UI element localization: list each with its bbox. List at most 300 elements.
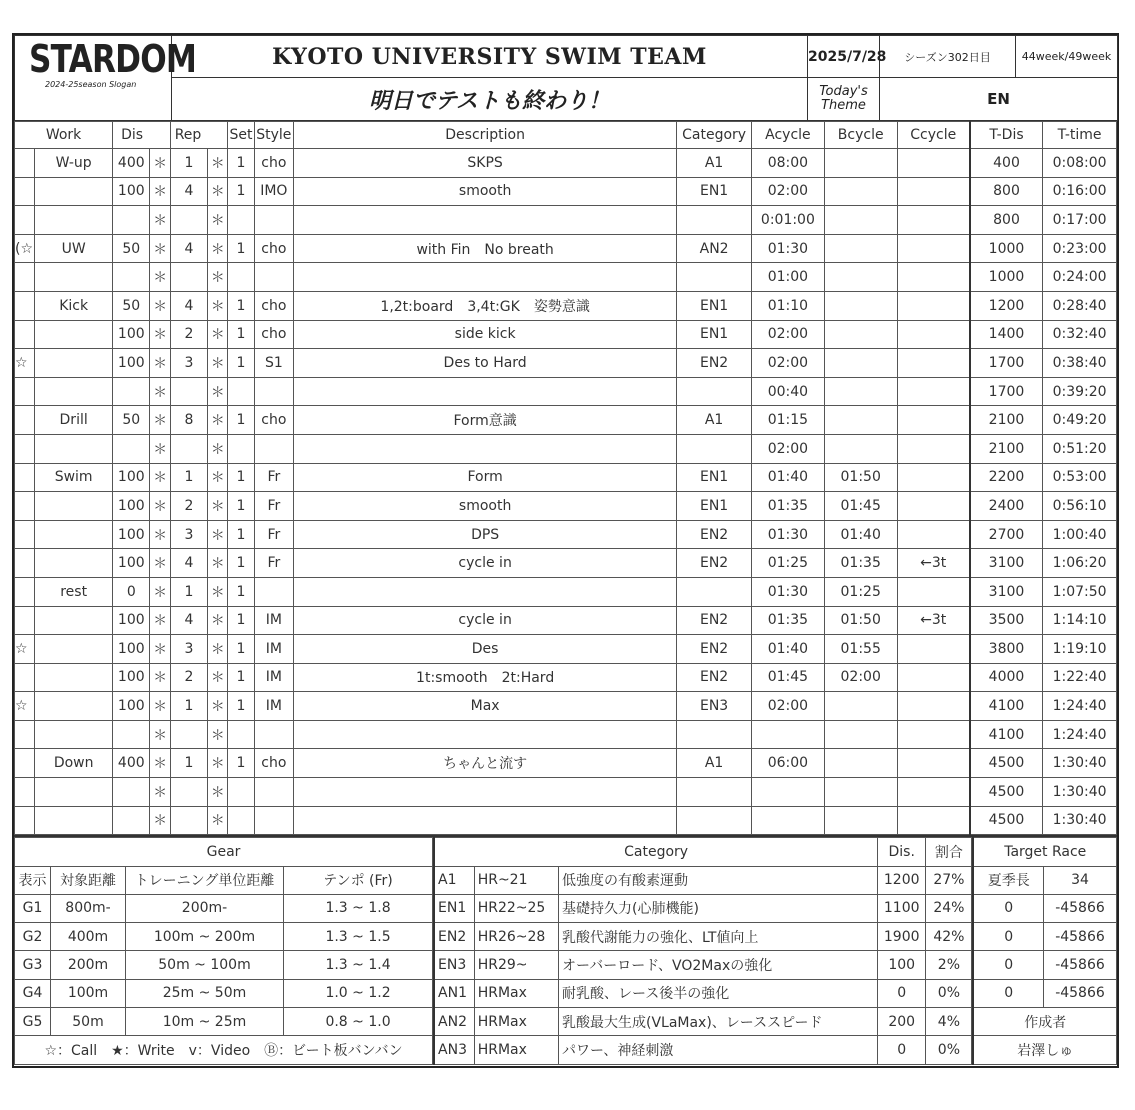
gear-cell: 1.3 ~ 1.8 — [284, 894, 433, 922]
mark-cell — [15, 177, 35, 206]
mark-cell — [15, 663, 35, 692]
bcycle-cell — [824, 177, 897, 206]
acycle-cell: 08:00 — [752, 149, 825, 178]
tdis-cell: 2200 — [970, 463, 1043, 492]
acycle-cell: 01:15 — [752, 406, 825, 435]
ccycle-cell: ←3t — [897, 549, 970, 578]
description-cell: Form意識 — [294, 406, 677, 435]
mark-cell — [15, 778, 35, 807]
col-set: Set — [228, 122, 254, 149]
set-cell: 1 — [228, 349, 254, 378]
multiply-cell: ＊ — [208, 692, 228, 721]
tdis-cell: 1700 — [970, 377, 1043, 406]
acycle-cell: 02:00 — [752, 692, 825, 721]
category-cell: 1100 — [878, 894, 926, 922]
week-counter: 44week/49week — [1016, 36, 1118, 78]
dis-cell: 0 — [113, 577, 150, 606]
work-cell: W-up — [35, 149, 113, 178]
work-cell — [35, 263, 113, 292]
ccycle-cell — [897, 492, 970, 521]
set-cell — [228, 720, 254, 749]
work-cell — [35, 492, 113, 521]
ccycle-cell — [897, 206, 970, 235]
multiply-cell: ＊ — [150, 349, 170, 378]
category-cell: HR22~25 — [474, 894, 558, 922]
category-cell: EN2 — [677, 549, 752, 578]
ttime-cell: 1:07:50 — [1043, 577, 1117, 606]
description-cell: DPS — [294, 520, 677, 549]
target-row — [973, 923, 1116, 951]
rep-cell: 4 — [170, 234, 207, 263]
menu-column-headers — [15, 122, 1117, 149]
style-cell: Fr — [254, 463, 293, 492]
set-cell: 1 — [228, 406, 254, 435]
category-cell: EN1 — [677, 492, 752, 521]
category-cell: HR~21 — [474, 866, 558, 894]
set-cell: 1 — [228, 463, 254, 492]
multiply-cell: ＊ — [208, 320, 228, 349]
description-cell — [294, 206, 677, 235]
gear-cell: 50m ~ 100m — [126, 951, 284, 979]
multiply-cell: ＊ — [208, 149, 228, 178]
multiply-cell: ＊ — [208, 263, 228, 292]
category-cell: 0 — [878, 1036, 926, 1064]
bcycle-cell — [824, 692, 897, 721]
dis-cell: 100 — [113, 463, 150, 492]
multiply-cell: ＊ — [208, 492, 228, 521]
menu-row — [15, 291, 1117, 320]
category-cell: EN2 — [434, 923, 474, 951]
mark-cell — [15, 606, 35, 635]
description-cell — [294, 377, 677, 406]
set-cell: 1 — [228, 520, 254, 549]
menu-row — [15, 320, 1117, 349]
set-cell — [228, 806, 254, 835]
menu-row — [15, 377, 1117, 406]
style-cell: IMO — [254, 177, 293, 206]
ccycle-cell — [897, 463, 970, 492]
work-cell: Kick — [35, 291, 113, 320]
category-cell: 42% — [926, 923, 972, 951]
style-cell: cho — [254, 149, 293, 178]
ccycle-cell — [897, 806, 970, 835]
description-cell: SKPS — [294, 149, 677, 178]
gear-header-unit: トレーニング単位距離 — [126, 866, 284, 894]
col-ccycle: Ccycle — [897, 122, 970, 149]
style-cell — [254, 577, 293, 606]
menu-row — [15, 434, 1117, 463]
category-cell: 200 — [878, 1008, 926, 1036]
menu-row — [15, 692, 1117, 721]
set-cell: 1 — [228, 234, 254, 263]
category-ratio-header: 割合 — [926, 838, 972, 866]
acycle-cell: 02:00 — [752, 177, 825, 206]
style-cell: cho — [254, 234, 293, 263]
col-dis: Dis — [113, 122, 171, 149]
team-name: KYOTO UNIVERSITY SWIM TEAM — [172, 36, 808, 78]
tdis-cell: 1000 — [970, 234, 1043, 263]
dis-cell: 100 — [113, 635, 150, 664]
multiply-cell: ＊ — [150, 749, 170, 778]
multiply-cell: ＊ — [208, 606, 228, 635]
work-cell — [35, 692, 113, 721]
multiply-cell: ＊ — [208, 577, 228, 606]
mark-cell — [15, 463, 35, 492]
category-table — [433, 837, 972, 1064]
multiply-cell: ＊ — [208, 549, 228, 578]
menu-row — [15, 177, 1117, 206]
style-cell: S1 — [254, 349, 293, 378]
ttime-cell: 1:22:40 — [1043, 663, 1117, 692]
style-cell: cho — [254, 320, 293, 349]
work-cell: Swim — [35, 463, 113, 492]
gear-cell: 1.3 ~ 1.5 — [284, 923, 433, 951]
target-cell: 34 — [1043, 866, 1116, 894]
rep-cell — [170, 778, 207, 807]
col-bcycle: Bcycle — [824, 122, 897, 149]
target-cell: -45866 — [1043, 894, 1116, 922]
tdis-cell: 2700 — [970, 520, 1043, 549]
target-row — [973, 894, 1116, 922]
category-cell: EN1 — [677, 177, 752, 206]
mark-cell — [15, 263, 35, 292]
category-cell: 100 — [878, 951, 926, 979]
mark-cell — [15, 320, 35, 349]
menu-row — [15, 263, 1117, 292]
multiply-cell: ＊ — [150, 206, 170, 235]
multiply-cell: ＊ — [150, 291, 170, 320]
multiply-cell: ＊ — [150, 663, 170, 692]
tdis-cell: 4100 — [970, 720, 1043, 749]
tdis-cell: 2100 — [970, 434, 1043, 463]
target-race-table — [972, 837, 1117, 1064]
ccycle-cell — [897, 149, 970, 178]
dis-cell: 100 — [113, 606, 150, 635]
style-cell: Fr — [254, 549, 293, 578]
rep-cell — [170, 377, 207, 406]
work-cell — [35, 206, 113, 235]
description-cell: Form — [294, 463, 677, 492]
ttime-cell: 1:06:20 — [1043, 549, 1117, 578]
work-cell — [35, 606, 113, 635]
set-cell: 1 — [228, 663, 254, 692]
multiply-cell: ＊ — [150, 778, 170, 807]
rep-cell — [170, 720, 207, 749]
author-label: 作成者 — [973, 1008, 1116, 1036]
ccycle-cell — [897, 434, 970, 463]
category-cell: EN2 — [677, 663, 752, 692]
style-cell — [254, 720, 293, 749]
gear-cell: 25m ~ 50m — [126, 979, 284, 1007]
category-cell — [677, 577, 752, 606]
style-cell: cho — [254, 406, 293, 435]
gear-table — [14, 837, 433, 1064]
work-cell: UW — [35, 234, 113, 263]
tdis-cell: 3800 — [970, 635, 1043, 664]
tdis-cell: 4500 — [970, 749, 1043, 778]
multiply-cell: ＊ — [150, 492, 170, 521]
ttime-cell: 1:24:40 — [1043, 720, 1117, 749]
tdis-cell: 1400 — [970, 320, 1043, 349]
description-cell: ちゃんと流す — [294, 749, 677, 778]
author-name: 岩澤しゅ — [973, 1036, 1116, 1064]
bcycle-cell — [824, 778, 897, 807]
acycle-cell: 06:00 — [752, 749, 825, 778]
gear-header-tempo: テンポ (Fr) — [284, 866, 433, 894]
bcycle-cell: 01:50 — [824, 463, 897, 492]
category-cell — [677, 778, 752, 807]
tdis-cell: 2100 — [970, 406, 1043, 435]
rep-cell: 1 — [170, 149, 207, 178]
target-cell: 0 — [973, 951, 1043, 979]
set-cell: 1 — [228, 635, 254, 664]
rep-cell: 8 — [170, 406, 207, 435]
target-cell: -45866 — [1043, 979, 1116, 1007]
gear-row — [15, 894, 433, 922]
bcycle-cell — [824, 234, 897, 263]
multiply-cell: ＊ — [150, 577, 170, 606]
menu-row — [15, 806, 1117, 835]
acycle-cell: 02:00 — [752, 349, 825, 378]
bcycle-cell — [824, 434, 897, 463]
category-cell: HR29~ — [474, 951, 558, 979]
logo-block — [15, 36, 197, 121]
category-cell: EN1 — [677, 291, 752, 320]
ttime-cell: 0:49:20 — [1043, 406, 1117, 435]
slogan-text: 明日でテストも終わり！ — [172, 78, 808, 121]
dis-cell: 400 — [113, 149, 150, 178]
theme-label: Today's Theme — [808, 78, 880, 121]
gear-row — [15, 979, 433, 1007]
col-tdis: T-Dis — [970, 122, 1043, 149]
menu-row — [15, 406, 1117, 435]
target-cell: 夏季長 — [973, 866, 1043, 894]
multiply-cell: ＊ — [150, 520, 170, 549]
category-row — [434, 951, 972, 979]
category-cell: EN2 — [677, 349, 752, 378]
description-cell: side kick — [294, 320, 677, 349]
acycle-cell: 01:45 — [752, 663, 825, 692]
multiply-cell: ＊ — [150, 606, 170, 635]
multiply-cell: ＊ — [150, 149, 170, 178]
category-cell: AN2 — [434, 1008, 474, 1036]
gear-header-distance: 対象距離 — [51, 866, 126, 894]
category-cell: 0% — [926, 979, 972, 1007]
ttime-cell: 1:24:40 — [1043, 692, 1117, 721]
gear-cell: 200m — [51, 951, 126, 979]
work-cell — [35, 778, 113, 807]
bcycle-cell — [824, 291, 897, 320]
multiply-cell: ＊ — [150, 720, 170, 749]
multiply-cell: ＊ — [150, 806, 170, 835]
mark-cell: ☆ — [15, 349, 35, 378]
bcycle-cell: 01:25 — [824, 577, 897, 606]
bcycle-cell — [824, 349, 897, 378]
work-cell — [35, 349, 113, 378]
ttime-cell: 0:53:00 — [1043, 463, 1117, 492]
ttime-cell: 0:38:40 — [1043, 349, 1117, 378]
category-cell: EN2 — [677, 635, 752, 664]
multiply-cell: ＊ — [150, 635, 170, 664]
category-cell: HR26~28 — [474, 923, 558, 951]
col-ttime: T-time — [1043, 122, 1117, 149]
category-cell: EN1 — [677, 320, 752, 349]
category-cell: HRMax — [474, 1036, 558, 1064]
mark-cell: ☆ — [15, 635, 35, 664]
ccycle-cell — [897, 720, 970, 749]
acycle-cell: 01:40 — [752, 635, 825, 664]
mark-cell — [15, 520, 35, 549]
ccycle-cell: ←3t — [897, 606, 970, 635]
tdis-cell: 2400 — [970, 492, 1043, 521]
rep-cell: 1 — [170, 577, 207, 606]
category-title: Category — [434, 838, 878, 866]
tdis-cell: 4500 — [970, 778, 1043, 807]
ttime-cell: 0:08:00 — [1043, 149, 1117, 178]
acycle-cell: 01:30 — [752, 234, 825, 263]
category-cell: A1 — [677, 149, 752, 178]
mark-cell — [15, 577, 35, 606]
gear-row — [15, 923, 433, 951]
ccycle-cell — [897, 520, 970, 549]
multiply-cell: ＊ — [150, 320, 170, 349]
bcycle-cell — [824, 149, 897, 178]
target-cell: 0 — [973, 894, 1043, 922]
ttime-cell: 0:24:00 — [1043, 263, 1117, 292]
set-cell: 1 — [228, 577, 254, 606]
ttime-cell: 0:16:00 — [1043, 177, 1117, 206]
work-cell — [35, 177, 113, 206]
multiply-cell: ＊ — [150, 434, 170, 463]
target-cell: 0 — [973, 979, 1043, 1007]
rep-cell: 2 — [170, 663, 207, 692]
ttime-cell: 1:14:10 — [1043, 606, 1117, 635]
category-cell: AN3 — [434, 1036, 474, 1064]
style-cell: IM — [254, 692, 293, 721]
dis-cell: 100 — [113, 520, 150, 549]
mark-cell — [15, 720, 35, 749]
ttime-cell: 1:19:10 — [1043, 635, 1117, 664]
category-cell: 0% — [926, 1036, 972, 1064]
acycle-cell: 01:30 — [752, 577, 825, 606]
menu-table — [14, 121, 1117, 835]
bcycle-cell — [824, 263, 897, 292]
style-cell: IM — [254, 635, 293, 664]
rep-cell: 4 — [170, 177, 207, 206]
multiply-cell: ＊ — [150, 463, 170, 492]
bcycle-cell — [824, 806, 897, 835]
menu-row — [15, 778, 1117, 807]
set-cell — [228, 206, 254, 235]
tdis-cell: 800 — [970, 177, 1043, 206]
gear-header-display: 表示 — [15, 866, 51, 894]
mark-cell — [15, 377, 35, 406]
work-cell — [35, 434, 113, 463]
description-cell — [294, 806, 677, 835]
multiply-cell: ＊ — [208, 234, 228, 263]
ccycle-cell — [897, 635, 970, 664]
category-cell: EN1 — [434, 894, 474, 922]
multiply-cell: ＊ — [208, 749, 228, 778]
category-cell: パワー、神経刺激 — [558, 1036, 877, 1064]
tdis-cell: 4100 — [970, 692, 1043, 721]
gear-cell: 1.3 ~ 1.4 — [284, 951, 433, 979]
gear-cell: G4 — [15, 979, 51, 1007]
category-cell: 27% — [926, 866, 972, 894]
work-cell: rest — [35, 577, 113, 606]
set-cell: 1 — [228, 492, 254, 521]
gear-cell: G2 — [15, 923, 51, 951]
description-cell: smooth — [294, 177, 677, 206]
multiply-cell: ＊ — [208, 377, 228, 406]
category-row — [434, 923, 972, 951]
header-table — [14, 35, 1118, 121]
bcycle-cell: 01:35 — [824, 549, 897, 578]
style-cell: cho — [254, 291, 293, 320]
mark-cell: ☆ — [15, 692, 35, 721]
work-cell — [35, 549, 113, 578]
description-cell — [294, 434, 677, 463]
set-cell — [228, 778, 254, 807]
rep-cell: 3 — [170, 635, 207, 664]
category-cell — [677, 434, 752, 463]
menu-row — [15, 206, 1117, 235]
menu-row — [15, 520, 1117, 549]
ccycle-cell — [897, 778, 970, 807]
rep-cell: 4 — [170, 291, 207, 320]
ttime-cell: 1:30:40 — [1043, 778, 1117, 807]
multiply-cell: ＊ — [150, 234, 170, 263]
mark-cell — [15, 434, 35, 463]
set-cell — [228, 263, 254, 292]
style-cell — [254, 263, 293, 292]
ccycle-cell — [897, 349, 970, 378]
bcycle-cell — [824, 206, 897, 235]
ttime-cell: 1:30:40 — [1043, 806, 1117, 835]
ccycle-cell — [897, 177, 970, 206]
category-cell: A1 — [677, 749, 752, 778]
style-cell — [254, 434, 293, 463]
work-cell — [35, 663, 113, 692]
category-cell: EN1 — [677, 463, 752, 492]
dis-cell — [113, 377, 150, 406]
tdis-cell: 1700 — [970, 349, 1043, 378]
category-row — [434, 1036, 972, 1064]
category-cell: 1200 — [878, 866, 926, 894]
multiply-cell: ＊ — [208, 434, 228, 463]
category-cell: 低強度の有酸素運動 — [558, 866, 877, 894]
work-cell — [35, 320, 113, 349]
category-cell: 4% — [926, 1008, 972, 1036]
ttime-cell: 0:23:00 — [1043, 234, 1117, 263]
rep-cell: 1 — [170, 692, 207, 721]
description-cell: 1t:smooth 2t:Hard — [294, 663, 677, 692]
category-cell: EN3 — [434, 951, 474, 979]
col-style: Style — [254, 122, 293, 149]
bcycle-cell — [824, 720, 897, 749]
legend: ☆：Call ★：Write v：Video Ⓑ：ビート板バンバン — [15, 1036, 433, 1064]
tdis-cell: 800 — [970, 206, 1043, 235]
acycle-cell: 01:35 — [752, 492, 825, 521]
category-cell: HRMax — [474, 1008, 558, 1036]
description-cell: cycle in — [294, 549, 677, 578]
dis-cell: 50 — [113, 406, 150, 435]
target-cell: -45866 — [1043, 923, 1116, 951]
description-cell: Des — [294, 635, 677, 664]
dis-cell: 100 — [113, 549, 150, 578]
category-cell: 乳酸代謝能力の強化、LT値向上 — [558, 923, 877, 951]
multiply-cell: ＊ — [208, 720, 228, 749]
